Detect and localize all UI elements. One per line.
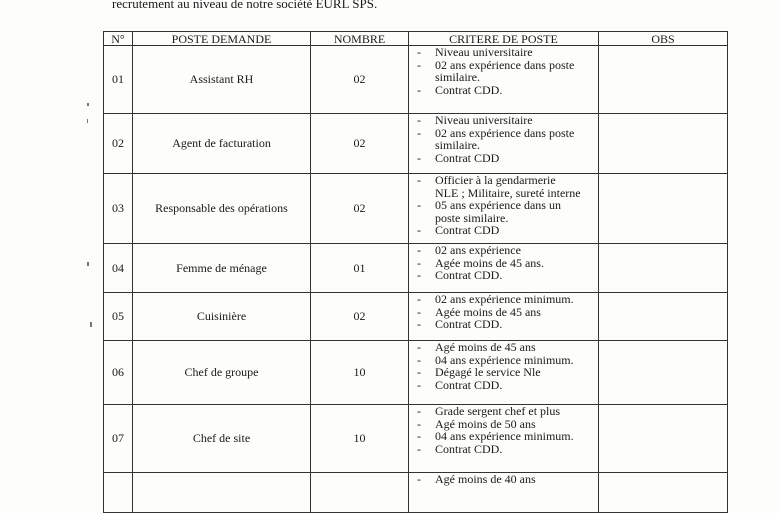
row-poste: Femme de ménage: [133, 244, 311, 293]
criteria-list: [409, 114, 598, 164]
criteria-line: - Agé moins de 40 ans: [435, 472, 536, 486]
criteria-item: [409, 318, 598, 331]
criteria-item: [409, 269, 598, 282]
table-header-row: [104, 32, 728, 46]
criteria-item: [409, 405, 598, 418]
row-num: 04: [104, 244, 133, 293]
row-criteria: [409, 244, 599, 293]
row-obs: [599, 114, 728, 174]
criteria-line: - Agée moins de 45 ans.: [435, 255, 544, 270]
row-num: 02: [104, 114, 133, 174]
row-poste: Assistant RH: [133, 46, 311, 114]
criteria-line: - 04 ans expérience minimum.: [435, 352, 574, 367]
row-num: 05: [104, 293, 133, 341]
intro-text: recrutement au niveau de notre société EURL SPS.: [112, 0, 378, 11]
row-num: 07: [104, 405, 133, 473]
criteria-line: - Contrat CDD.: [435, 317, 503, 331]
row-nombre: 02: [311, 174, 409, 244]
row-nombre: [311, 473, 409, 513]
criteria-line: - 02 ans expérience: [435, 243, 521, 257]
row-criteria: [409, 473, 599, 513]
scan-mark: [90, 322, 92, 327]
header-poste: POSTE DEMANDE: [133, 32, 311, 46]
row-nombre: 02: [311, 293, 409, 341]
table-row: [104, 405, 728, 473]
table-row: [104, 473, 728, 513]
criteria-line: - Agé moins de 50 ans: [435, 416, 536, 431]
table-row: [104, 46, 728, 114]
row-poste: Agent de facturation: [133, 114, 311, 174]
table-row: [104, 174, 728, 244]
criteria-item: [409, 293, 598, 306]
criteria-line: - Niveau universitaire: [435, 45, 533, 59]
recruitment-table: [103, 31, 728, 513]
row-obs: [599, 293, 728, 341]
criteria-item: [409, 379, 598, 392]
criteria-list: [409, 473, 598, 486]
table-row: [104, 114, 728, 174]
criteria-line: - Contrat CDD.: [435, 441, 503, 456]
criteria-list: [409, 244, 598, 282]
row-criteria: [409, 405, 599, 473]
criteria-item: [409, 473, 598, 486]
header-obs: OBS: [599, 32, 728, 46]
row-poste: Chef de groupe: [133, 341, 311, 405]
row-criteria: [409, 293, 599, 341]
criteria-line: - 02 ans expérience minimum.: [435, 292, 574, 306]
header-num: N°: [104, 32, 133, 46]
criteria-item: [409, 366, 598, 379]
criteria-item: [409, 84, 598, 97]
criteria-line: similaire.: [435, 138, 480, 152]
row-num: 01: [104, 46, 133, 114]
criteria-list: [409, 405, 598, 455]
criteria-item: [409, 152, 598, 165]
criteria-line: - 04 ans expérience minimum.: [435, 429, 574, 443]
criteria-list: [409, 341, 598, 391]
row-nombre: 10: [311, 341, 409, 405]
row-criteria: [409, 114, 599, 174]
criteria-item: [409, 59, 598, 84]
header-critere: CRITERE DE POSTE: [409, 32, 599, 46]
row-nombre: 02: [311, 114, 409, 174]
row-poste: Cuisinière: [133, 293, 311, 341]
criteria-line: similaire.: [435, 70, 480, 84]
row-poste: Responsable des opérations: [133, 174, 311, 244]
row-obs: [599, 46, 728, 114]
criteria-line: NLE ; Militaire, sureté interne: [435, 185, 581, 200]
criteria-item: [409, 443, 598, 456]
criteria-item: [409, 224, 598, 237]
table-row: [104, 293, 728, 341]
criteria-item: [409, 174, 598, 199]
table-body: [104, 46, 728, 513]
row-nombre: 01: [311, 244, 409, 293]
criteria-line: - Contrat CDD: [435, 150, 500, 165]
scan-mark: [87, 103, 89, 106]
row-obs: [599, 473, 728, 513]
criteria-line: - 02 ans expérience dans poste: [435, 57, 575, 72]
criteria-line: - 05 ans expérience dans un: [435, 198, 561, 212]
criteria-line: poste similaire.: [435, 210, 509, 225]
row-criteria: [409, 174, 599, 244]
criteria-list: [409, 46, 598, 96]
scan-mark: [87, 262, 89, 266]
row-obs: [599, 174, 728, 244]
criteria-item: [409, 114, 598, 127]
row-obs: [599, 405, 728, 473]
criteria-line: - Contrat CDD.: [435, 82, 503, 97]
criteria-line: - Niveau universitaire: [435, 113, 533, 127]
row-nombre: 10: [311, 405, 409, 473]
table-row: [104, 244, 728, 293]
criteria-line: - Dégagé le service Nle: [435, 365, 541, 379]
row-poste: [133, 473, 311, 513]
criteria-list: [409, 174, 598, 237]
criteria-line: - Contrat CDD.: [435, 268, 503, 282]
criteria-item: [409, 341, 598, 354]
criteria-item: [409, 244, 598, 257]
criteria-line: - Contrat CDD.: [435, 377, 503, 392]
row-obs: [599, 244, 728, 293]
row-criteria: [409, 341, 599, 405]
criteria-item: [409, 127, 598, 152]
table-row: [104, 341, 728, 405]
row-poste: Chef de site: [133, 405, 311, 473]
criteria-line: - Agée moins de 45 ans: [435, 304, 541, 319]
row-num: 06: [104, 341, 133, 405]
header-nombre: NOMBRE: [311, 32, 409, 46]
row-nombre: 02: [311, 46, 409, 114]
row-obs: [599, 341, 728, 405]
criteria-line: - Grade sergent chef et plus: [435, 404, 561, 418]
criteria-line: - Contrat CDD: [435, 223, 500, 237]
criteria-item: [409, 430, 598, 443]
criteria-item: [409, 199, 598, 224]
row-num: [104, 473, 133, 513]
row-num: 03: [104, 174, 133, 244]
criteria-line: - Officier à la gendarmerie: [435, 173, 556, 187]
criteria-line: - Agé moins de 45 ans: [435, 340, 536, 354]
criteria-item: [409, 46, 598, 59]
criteria-list: [409, 293, 598, 331]
scan-mark: [87, 119, 88, 123]
criteria-line: - 02 ans expérience dans poste: [435, 125, 575, 140]
row-criteria: [409, 46, 599, 114]
